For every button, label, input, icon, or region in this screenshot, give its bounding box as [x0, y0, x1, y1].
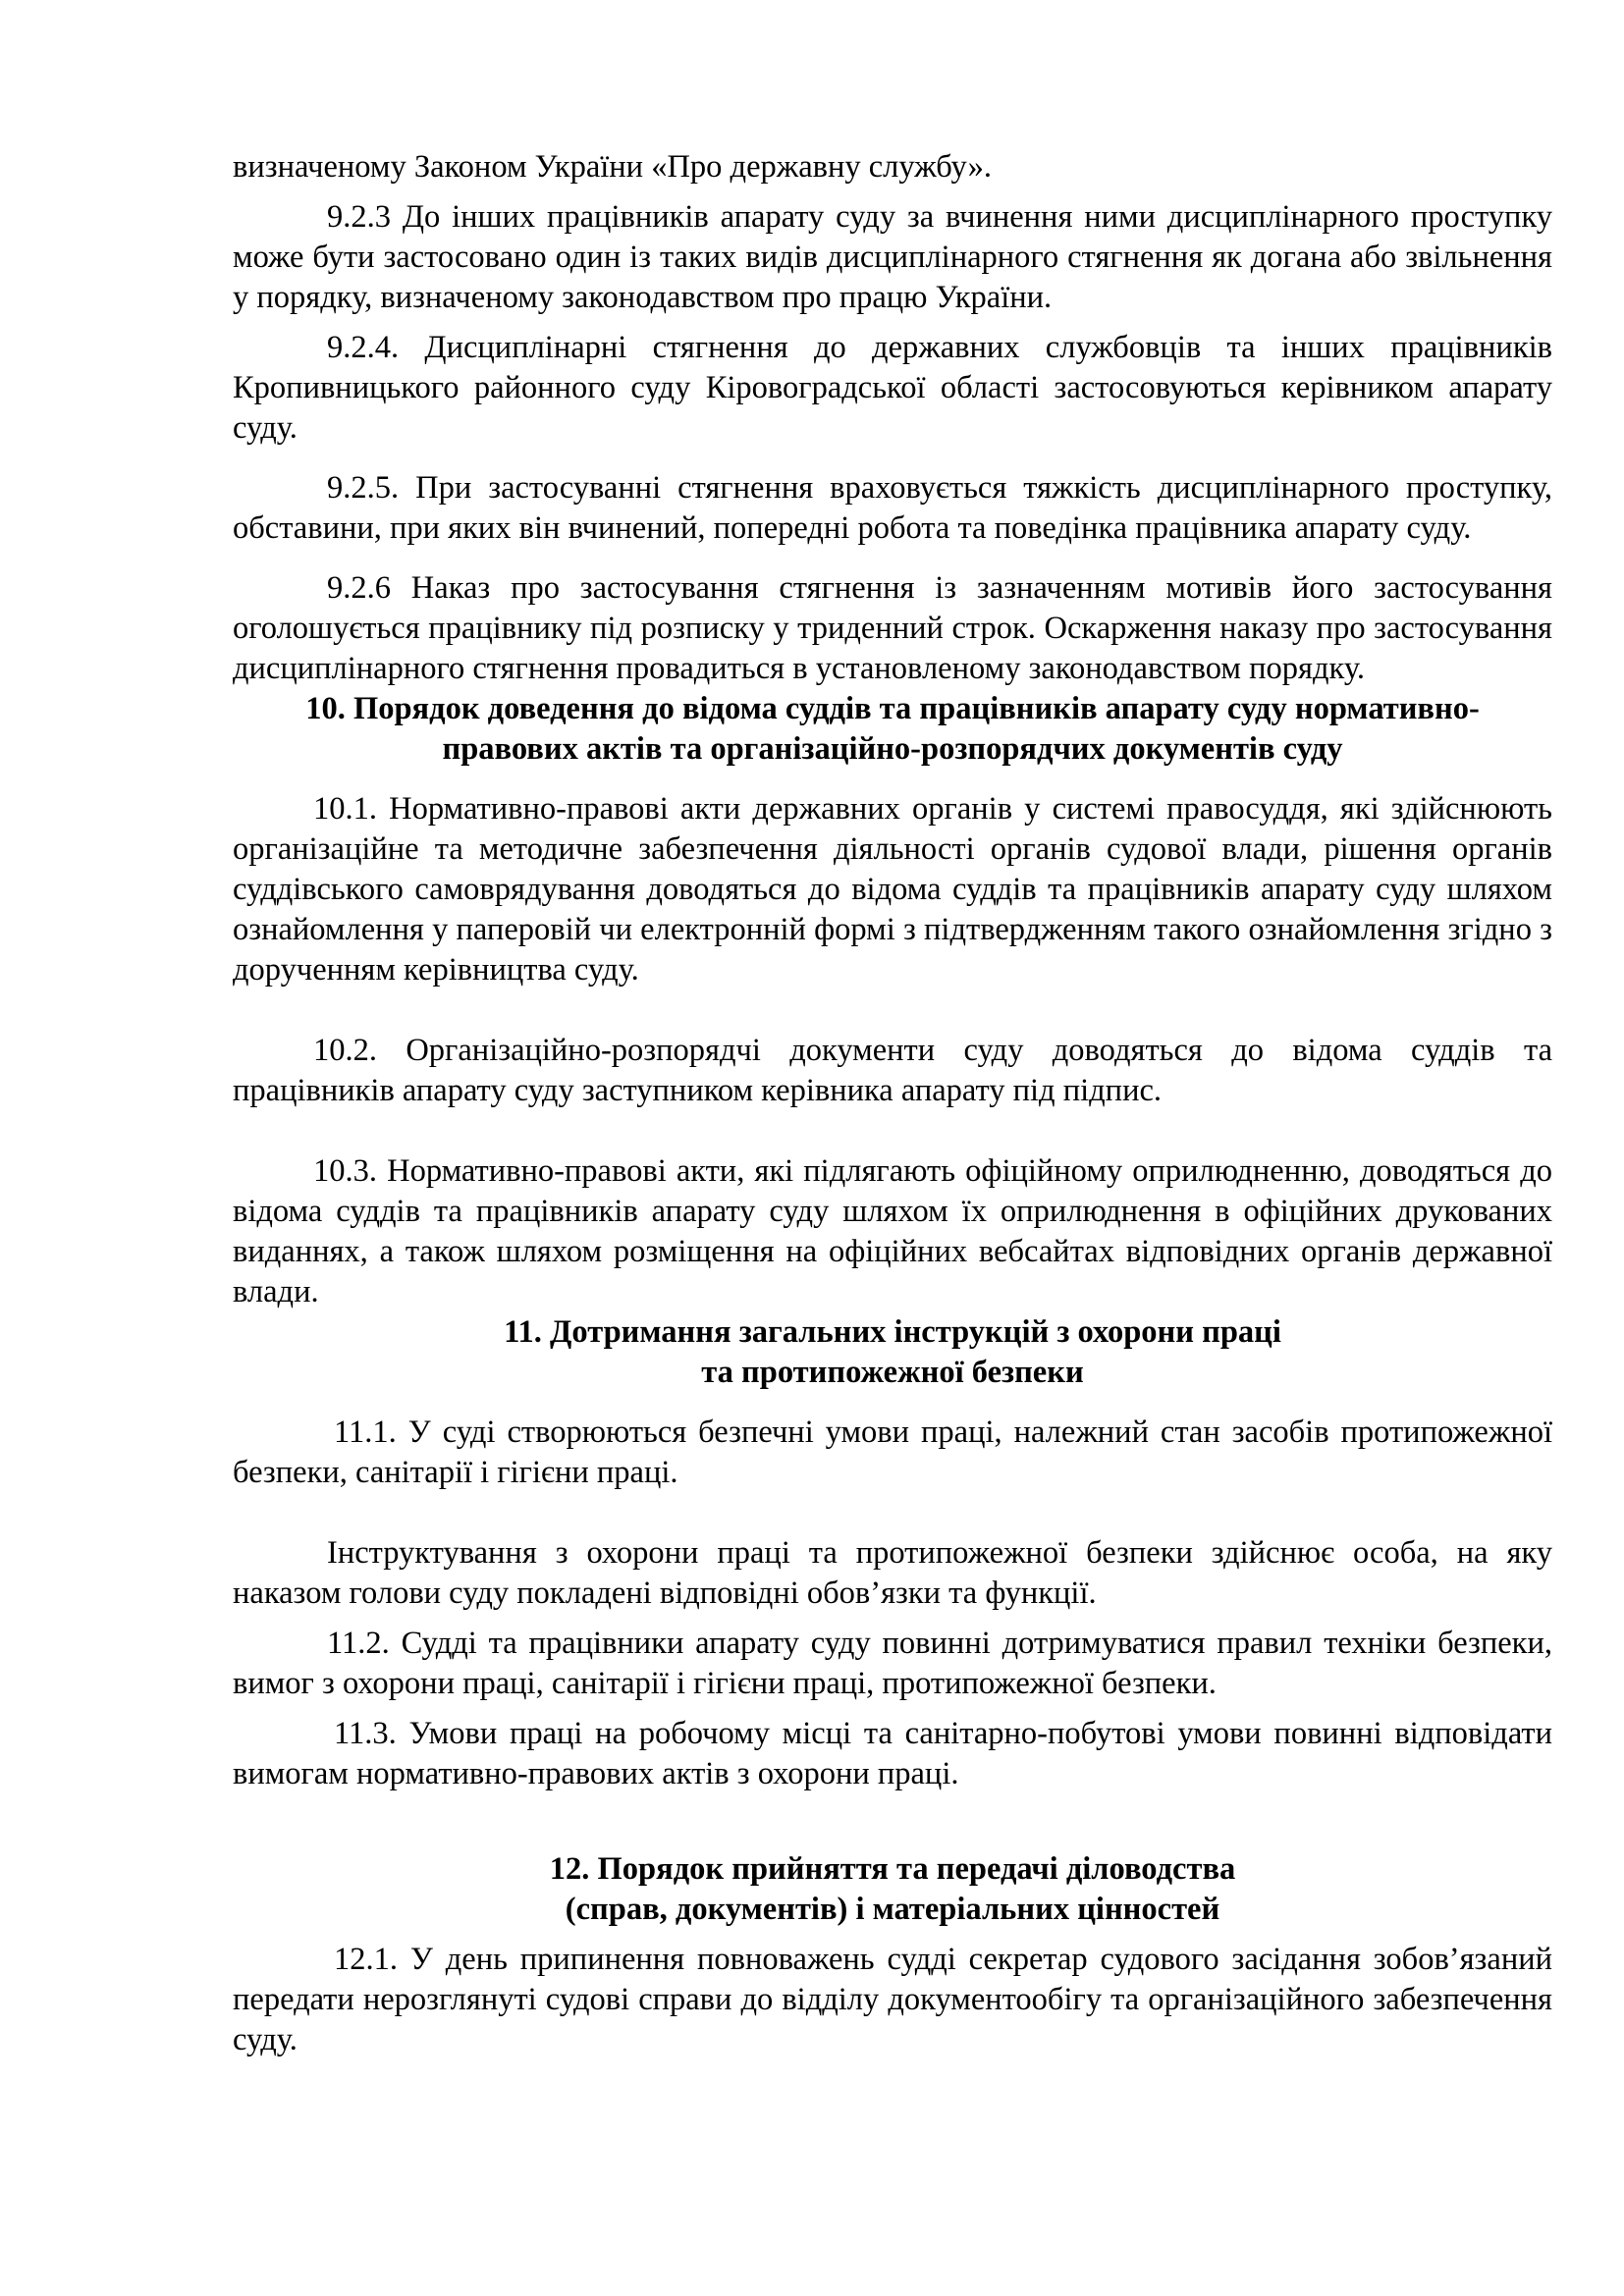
paragraph-9-2-4: 9.2.4. Дисциплінарні стягнення до державних службовців та інших працівників Кропивницького районного суду Кіровоградської області застосовуються керівником апарату суду. [233, 330, 1552, 446]
paragraph-10-3: 10.3. Нормативно-правові акти, які підлягають офіційному оприлюдненню, доводяться до відома суддів та працівників апарату суду шляхом їх оприлюднення в офіційних друкованих виданнях, а також шляхом розміщення на офіційних вебсайтах відповідних органів державної влади. [233, 1153, 1552, 1309]
section-heading-10-line-2: правових актів та організаційно-розпорядчих документів суду [442, 731, 1343, 767]
document-page [233, 147, 1552, 2060]
paragraph-9-2-3: 9.2.3 До інших працівників апарату суду за вчинення ними дисциплінарного проступку може бути застосовано один із таких видів дисциплінарного стягнення як догана або звільнення у порядку, визначеному законодавством про працю України. [233, 199, 1552, 315]
paragraph-10-2: 10.2. Організаційно-розпорядчі документи суду доводяться до відома суддів та працівників апарату суду заступником керівника апарату під підпис. [233, 1033, 1552, 1108]
paragraph-11-2: 11.2. Судді та працівники апарату суду повинні дотримуватися правил техніки безпеки, вимог з охорони праці, санітарії і гігієни праці, протипожежної безпеки. [233, 1626, 1552, 1701]
paragraph-12-1: 12.1. У день припинення повноважень судді секретар судового засідання зобов’язаний передати нерозглянуті судові справи до відділу документообігу та організаційного забезпечення суду. [233, 1942, 1552, 2057]
section-heading-12-line-1: 12. Порядок прийняття та передачі діловодства [549, 1851, 1236, 1887]
paragraph-9-2-6: 9.2.6 Наказ про застосування стягнення із зазначенням мотивів його застосування оголошується працівнику під розписку у триденний строк. Оскарження наказу про застосування дисциплінарного стягнення провадиться в установленому законодавством порядку. [233, 570, 1552, 686]
section-heading-12-line-2: (справ, документів) і матеріальних цінностей [565, 1892, 1220, 1927]
paragraph-10-1: 10.1. Нормативно-правові акти державних органів у системі правосуддя, які здійснюють організаційне та методичне забезпечення діяльності органів судової влади, рішення органів суддівського самоврядування доводяться до відома суддів та працівників апарату суду шляхом ознайомлення у паперовій чи електронній формі з підтвердженням такого ознайомлення згідно з дорученням керівництва суду. [233, 791, 1552, 988]
section-heading-12 [233, 1849, 1552, 1930]
section-heading-11-line-2: та протипожежної безпеки [701, 1355, 1084, 1390]
paragraph-11-1-instruction: Інструктування з охорони праці та протипожежної безпеки здійснює особа, на яку наказом голови суду покладені відповідні обов’язки та функції. [233, 1535, 1552, 1611]
paragraph-9-2-5: 9.2.5. При застосуванні стягнення враховується тяжкість дисциплінарного проступку, обставини, при яких він вчинений, попередні робота та поведінка працівника апарату суду. [233, 470, 1552, 546]
paragraph-11-1: 11.1. У суді створюються безпечні умови праці, належний стан засобів протипожежної безпеки, санітарії і гігієни праці. [233, 1415, 1552, 1490]
section-heading-11 [233, 1312, 1552, 1393]
paragraph-intro: визначеному Законом України «Про державну службу». [233, 149, 992, 185]
paragraph-11-3: 11.3. Умови праці на робочому місці та санітарно-побутові умови повинні відповідати вимогам нормативно-правових актів з охорони праці. [233, 1716, 1552, 1791]
section-heading-10-line-1: 10. Порядок доведення до відома суддів та працівників апарату суду нормативно- [305, 691, 1480, 726]
section-heading-11-line-1: 11. Дотримання загальних інструкцій з охорони праці [504, 1314, 1281, 1350]
section-heading-10 [233, 689, 1552, 770]
